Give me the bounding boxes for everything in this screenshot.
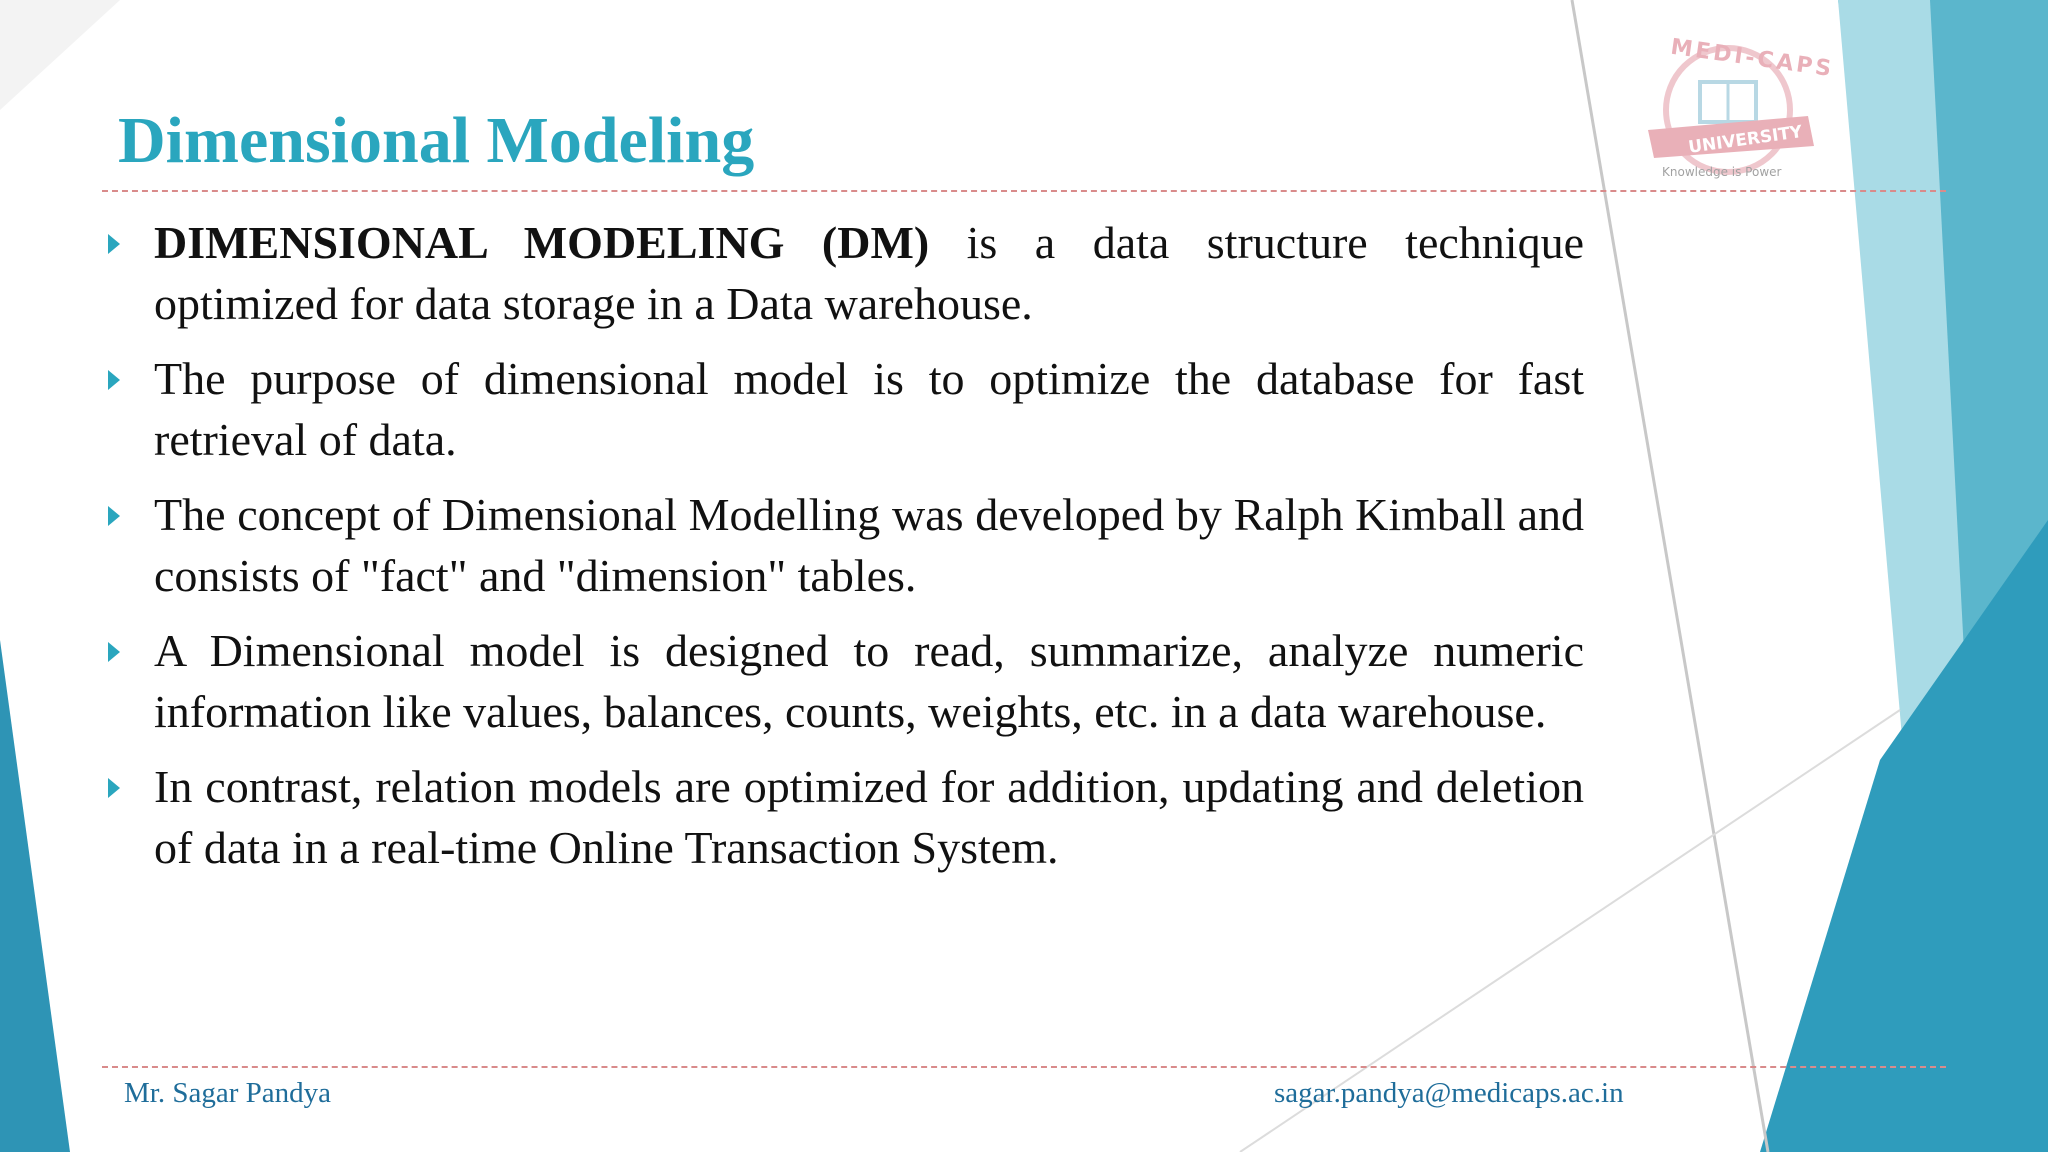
university-logo	[1618, 30, 1838, 190]
logo-banner-text: UNIVERSITY	[1687, 122, 1804, 158]
triangle-bullet-icon	[108, 370, 120, 390]
triangle-bullet-icon	[108, 234, 120, 254]
bullet-text: A Dimensional model is designed to read, summarize, analyze numeric information like values, balances, counts, weights, etc. in a data warehouse.	[154, 625, 1584, 737]
bullet-item	[104, 484, 1584, 606]
bullet-lead: DIMENSIONAL MODELING (DM)	[154, 217, 930, 268]
footer-divider	[102, 1066, 1946, 1068]
bullet-text: is a data structure technique optimized for data storage in a Data warehouse.	[154, 217, 1584, 329]
triangle-bullet-icon	[108, 642, 120, 662]
bullet-item	[104, 212, 1584, 334]
bullet-text: The purpose of dimensional model is to optimize the database for fast retrieval of data.	[154, 353, 1584, 465]
bullet-item	[104, 756, 1584, 878]
bullet-list	[104, 212, 1584, 892]
slide-title: Dimensional Modeling	[118, 104, 755, 177]
bullet-text: The concept of Dimensional Modelling was developed by Ralph Kimball and consists of "fact" and "dimension" tables.	[154, 489, 1584, 601]
top-left-shade	[0, 0, 120, 110]
logo-tagline: Knowledge is Power	[1662, 165, 1782, 179]
left-triangle	[0, 640, 70, 1152]
title-divider	[102, 190, 1946, 192]
footer-email: sagar.pandya@medicaps.ac.in	[1274, 1077, 1624, 1109]
triangle-bullet-icon	[108, 506, 120, 526]
bullet-item	[104, 620, 1584, 742]
bullet-item	[104, 348, 1584, 470]
logo-ring-text: MEDI-CAPS	[1669, 34, 1836, 83]
footer-author: Mr. Sagar Pandya	[124, 1077, 331, 1109]
triangle-bullet-icon	[108, 778, 120, 798]
bullet-text: In contrast, relation models are optimized for addition, updating and deletion of data in a real-time Online Transaction System.	[154, 761, 1584, 873]
